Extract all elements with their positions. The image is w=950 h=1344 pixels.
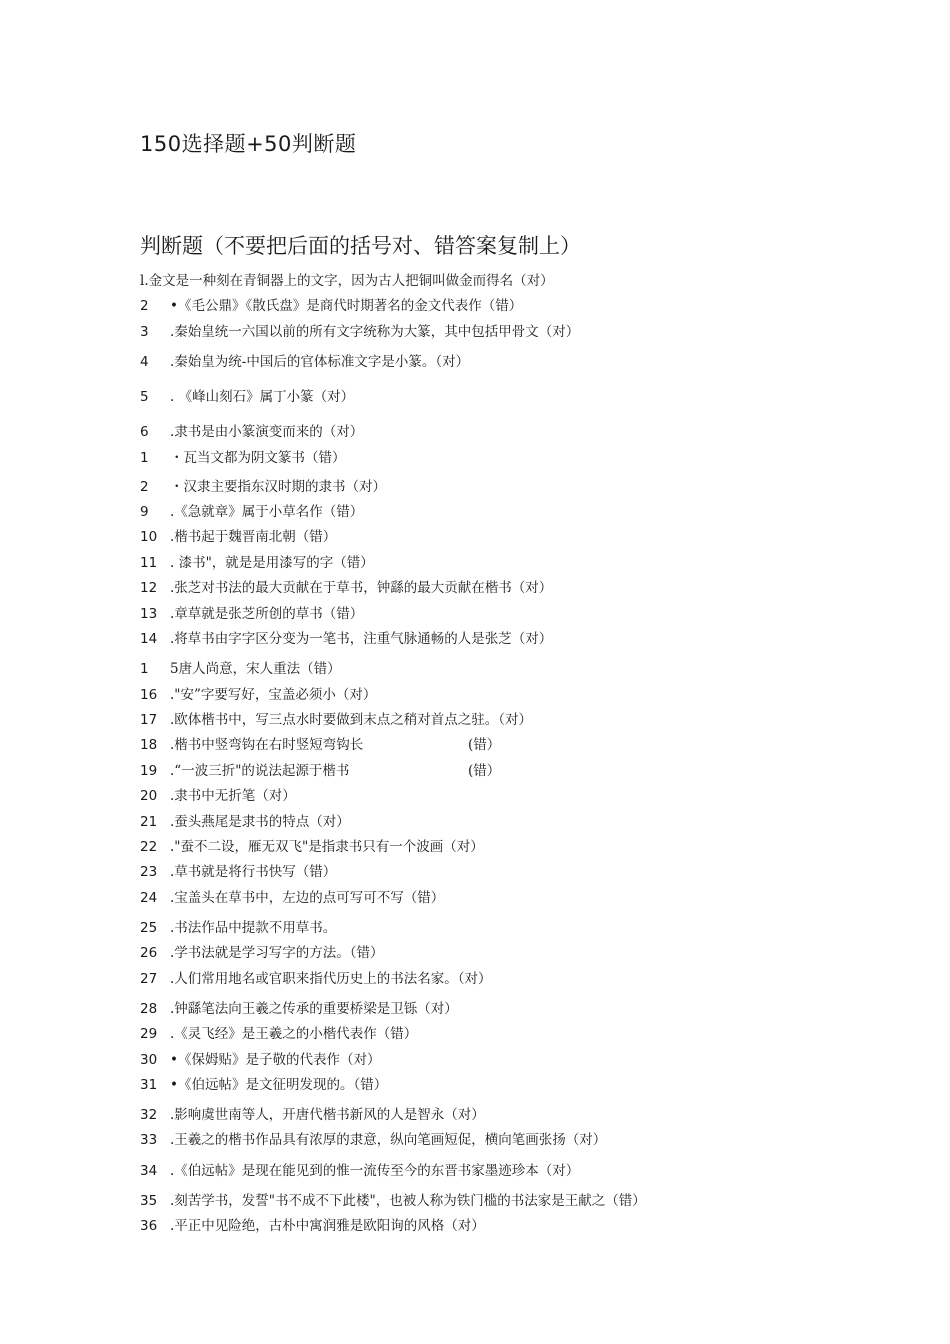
list-item — [140, 353, 469, 371]
list-item — [140, 813, 350, 831]
item-text: •《保姆贴》是子敬的代表作（对） — [170, 1052, 381, 1068]
item-text: . 漆书"，就是是用漆写的字（错） — [170, 555, 374, 571]
item-text: .《急就章》属于小草名作（错） — [170, 504, 364, 520]
list-item — [140, 1162, 579, 1180]
list-item — [140, 579, 552, 597]
list-item — [140, 1131, 606, 1149]
item-text: .欧体楷书中，写三点水时要做到末点之稍对首点之驻。（对） — [170, 712, 533, 728]
item-text: .隶书是由小篆演变而来的（对） — [170, 424, 364, 440]
item-number: 34 — [140, 1163, 158, 1179]
item-number: 9 — [140, 504, 149, 520]
list-item — [140, 423, 363, 441]
list-item — [140, 863, 336, 881]
list-item — [140, 1076, 387, 1094]
list-item — [140, 838, 484, 856]
list-item — [140, 554, 374, 572]
item-number: 17 — [140, 712, 158, 728]
item-number: 22 — [140, 839, 158, 855]
item-text: .王羲之的楷书作品具有浓厚的隶意，纵向笔画短促，横向笔画张扬（对） — [170, 1132, 607, 1148]
item-number: 5 — [140, 389, 149, 405]
item-text: l.金文是一种刻在青铜器上的文字，因为古人把铜叫做金而得名（对） — [140, 273, 554, 289]
item-number: 23 — [140, 864, 158, 880]
item-number: 27 — [140, 971, 158, 987]
item-number: 21 — [140, 814, 158, 830]
item-text: .宝盖头在草书中，左边的点可写可不写（错） — [170, 890, 445, 906]
list-item — [140, 1025, 417, 1043]
item-text: .平正中见险绝，古朴中寓润雅是欧阳询的风格（对） — [170, 1218, 485, 1234]
item-text: .《灵飞经》是王羲之的小楷代表作（错） — [170, 1026, 418, 1042]
list-item — [140, 297, 522, 315]
item-text: .楷书起于魏晋南北朝（错） — [170, 529, 337, 545]
list-item — [140, 762, 501, 780]
item-number: 2 — [140, 479, 149, 495]
list-item — [140, 1106, 485, 1124]
list-item — [140, 323, 579, 341]
list-item — [140, 605, 363, 623]
item-number: 31 — [140, 1077, 158, 1093]
item-text: .隶书中无折笔（对） — [170, 788, 296, 804]
item-number: 18 — [140, 737, 158, 753]
item-text: .“一波三折"的说法起源于楷书 — [170, 763, 350, 779]
item-text: ."安”字要写好，宝盖必须小（对） — [170, 687, 377, 703]
list-item — [140, 1000, 458, 1018]
list-item — [140, 630, 552, 648]
item-number: 14 — [140, 631, 158, 647]
item-text: .秦始皇为统-中国后的官体标准文字是小篆。（对） — [170, 354, 470, 370]
item-text: .刻苦学书，发誓"书不成不下此楼"，也被人称为铁门槛的书法家是王献之（错） — [170, 1193, 646, 1209]
item-number: 3 — [140, 324, 149, 340]
item-text: .将草书由字字区分变为一笔书，注重气脉通畅的人是张芝（对） — [170, 631, 553, 647]
item-text: ・汉隶主要指东汉时期的隶书（对） — [170, 479, 386, 495]
list-item — [140, 970, 492, 988]
item-text: .钟繇笔法向王羲之传承的重要桥梁是卫铄（对） — [170, 1001, 458, 1017]
item-number: 11 — [140, 555, 158, 571]
list-item — [140, 388, 354, 406]
item-text: .楷书中竖弯钩在右时竖短弯钩长 — [170, 737, 364, 753]
item-number: 36 — [140, 1218, 158, 1234]
item-number: 12 — [140, 580, 158, 596]
item-text: .学书法就是学习写字的方法。（错） — [170, 945, 384, 961]
item-text: •《毛公鼎》《散氏盘》是商代时期著名的金文代表作（错） — [170, 298, 523, 314]
item-number: 1 — [140, 450, 149, 466]
item-text: 5唐人尚意，宋人重法（错） — [170, 661, 341, 677]
list-item — [140, 1217, 485, 1235]
item-number: 16 — [140, 687, 158, 703]
section-heading: 判断题（不要把后面的括号对、错答案复制上） — [140, 234, 581, 258]
item-number: 26 — [140, 945, 158, 961]
item-text: •《伯远帖》是文征明发现的。（错） — [170, 1077, 388, 1093]
item-text: .书法作品中提款不用草书。 — [170, 920, 337, 936]
list-item — [140, 686, 376, 704]
item-number: 33 — [140, 1132, 158, 1148]
item-text: .秦始皇统一六国以前的所有文字统称为大篆，其中包括甲骨文（对） — [170, 324, 580, 340]
list-item — [140, 503, 363, 521]
item-number: 19 — [140, 763, 158, 779]
list-item — [140, 787, 296, 805]
item-number: 32 — [140, 1107, 158, 1123]
list-item — [140, 660, 341, 678]
item-number: 30 — [140, 1052, 158, 1068]
item-number: 10 — [140, 529, 158, 545]
item-text: . 《峰山刻石》属丁小篆（对） — [170, 389, 355, 405]
list-item — [140, 889, 444, 907]
item-text: ・瓦当文都为阴文篆书（错） — [170, 450, 346, 466]
document-title: 150选择题+50判断题 — [140, 132, 357, 156]
item-number: 28 — [140, 1001, 158, 1017]
item-answer: (错） — [468, 763, 501, 779]
list-item — [140, 1192, 646, 1210]
item-number: 35 — [140, 1193, 158, 1209]
item-answer: (错） — [468, 737, 501, 753]
item-text: .张芝对书法的最大贡献在于草书，钟繇的最大贡献在楷书（对） — [170, 580, 553, 596]
list-item — [140, 528, 336, 546]
list-item — [140, 736, 501, 754]
list-item — [140, 711, 532, 729]
item-number: 13 — [140, 606, 158, 622]
item-number: 20 — [140, 788, 158, 804]
item-number: 24 — [140, 890, 158, 906]
list-item — [140, 478, 386, 496]
list-item — [140, 449, 346, 467]
item-number: 6 — [140, 424, 149, 440]
item-text: .蚕头燕尾是隶书的特点（对） — [170, 814, 350, 830]
item-number: 1 — [140, 661, 149, 677]
item-text: .《伯远帖》是现在能见到的惟一流传至今的东晋书家墨迹珍本（对） — [170, 1163, 580, 1179]
item-number: 29 — [140, 1026, 158, 1042]
item-number: 25 — [140, 920, 158, 936]
list-item — [140, 1051, 380, 1069]
list-item — [140, 272, 554, 290]
item-text: .章草就是张芝所创的草书（错） — [170, 606, 364, 622]
item-text: .人们常用地名或官职来指代历史上的书法名家。（对） — [170, 971, 492, 987]
list-item — [140, 919, 336, 937]
item-text: .草书就是将行书快写（错） — [170, 864, 337, 880]
item-text: .影响虞世南等人，开唐代楷书新风的人是智永（对） — [170, 1107, 485, 1123]
item-text: ."蚕不二设，雁无双飞"是指隶书只有一个波画（对） — [170, 839, 484, 855]
list-item — [140, 944, 384, 962]
item-number: 4 — [140, 354, 149, 370]
item-number: 2 — [140, 298, 149, 314]
